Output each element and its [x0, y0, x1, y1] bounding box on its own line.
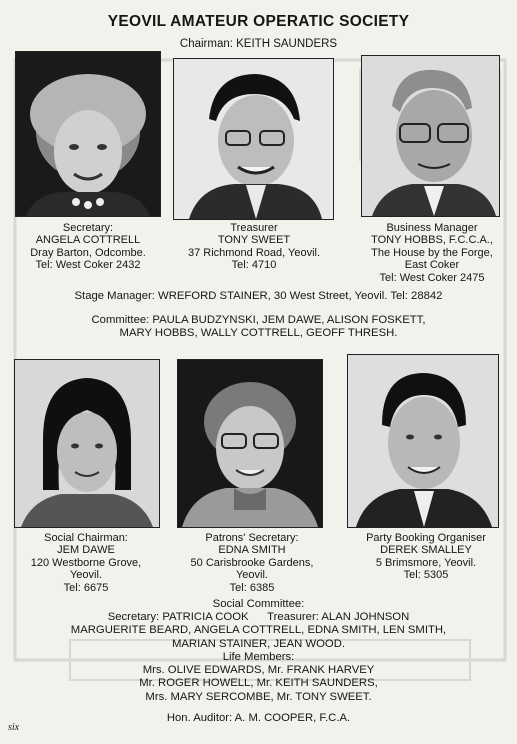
- page-title: YEOVIL AMATEUR OPERATIC SOCIETY: [107, 13, 410, 30]
- portrait-photo-jem-dawe: [15, 360, 159, 527]
- portrait-photo-tony-sweet: [174, 59, 333, 219]
- caption-secretary: [8, 222, 168, 272]
- officer-name: DEREK SMALLEY: [380, 544, 472, 557]
- officer-address: 50 Carisbrooke Gardens,: [190, 556, 314, 569]
- officer-address: 37 Richmond Road, Yeovil.: [187, 246, 321, 259]
- officer-address: East Coker: [404, 259, 460, 272]
- officer-role: Treasurer: [230, 222, 278, 234]
- officer-address: Dray Barton, Odcombe.: [30, 246, 146, 259]
- caption-patrons-secretary: [170, 532, 334, 594]
- officer-role: Patrons' Secretary:: [205, 532, 299, 544]
- portrait-photo-edna-smith: [178, 360, 322, 527]
- social-committee-heading: Social Committee:: [212, 598, 305, 610]
- social-committee-officers: Secretary: PATRICIA COOK Treasurer: ALAN JOHNSON: [107, 611, 410, 624]
- page-number: six: [8, 722, 20, 733]
- social-committee-members: MARGUERITE BEARD, ANGELA COTTRELL, EDNA SMITH, LEN SMITH,: [70, 624, 447, 637]
- committee-block: [0, 314, 517, 340]
- social-committee-members: MARIAN STAINER, JEAN WOOD.: [171, 637, 346, 650]
- officer-address: The House by the Forge,: [371, 246, 493, 259]
- portrait-photo-angela-cottrell: [16, 52, 160, 216]
- caption-party-booking-organiser: [344, 532, 508, 582]
- officer-name: TONY SWEET: [217, 234, 291, 247]
- officer-name: TONY HOBBS, F.C.C.A.,: [371, 234, 493, 247]
- officer-role: Party Booking Organiser: [366, 532, 486, 544]
- life-members-names: Mrs. OLIVE EDWARDS, Mr. FRANK HARVEY: [142, 664, 375, 677]
- hon-auditor-line: Hon. Auditor: A. M. COOPER, F.C.A.: [166, 712, 351, 724]
- life-members-names: Mr. ROGER HOWELL, Mr. KEITH SAUNDERS,: [139, 677, 378, 690]
- officer-name: EDNA SMITH: [218, 544, 286, 557]
- committee-line: MARY HOBBS, WALLY COTTRELL, GEOFF THRESH.: [119, 327, 398, 340]
- officer-address: 120 Westborne Grove,: [30, 556, 142, 569]
- officer-phone: Tel: West Coker 2432: [35, 259, 141, 272]
- stage-manager-line: Stage Manager: WREFORD STAINER, 30 West Street, Yeovil. Tel: 28842: [74, 290, 443, 302]
- officer-role: Social Chairman:: [44, 532, 128, 544]
- portrait-photo-derek-smalley: [348, 355, 498, 527]
- caption-business-manager: [350, 222, 514, 284]
- officer-role: Secretary:: [62, 222, 114, 234]
- caption-social-chairman: [6, 532, 166, 594]
- officer-name: ANGELA COTTRELL: [35, 234, 141, 247]
- officer-address: Yeovil.: [69, 569, 102, 582]
- officer-phone: Tel: 6385: [229, 581, 275, 594]
- portrait-photo-tony-hobbs: [362, 56, 499, 216]
- caption-treasurer: [172, 222, 336, 272]
- committee-line: Committee: PAULA BUDZYNSKI, JEM DAWE, ALISON FOSKETT,: [91, 314, 426, 326]
- officer-address: Yeovil.: [235, 569, 268, 582]
- life-members-names: Mrs. MARY SERCOMBE, Mr. TONY SWEET.: [145, 690, 372, 703]
- officer-name: JEM DAWE: [57, 544, 115, 557]
- social-committee-block: [0, 598, 517, 651]
- officer-phone: Tel: 5305: [403, 569, 449, 582]
- life-members-block: [0, 651, 517, 704]
- officer-address: 5 Brimsmore, Yeovil.: [375, 556, 477, 569]
- chairman-line: Chairman: KEITH SAUNDERS: [179, 38, 338, 50]
- life-members-heading: Life Members:: [222, 651, 295, 663]
- officer-phone: Tel: 4710: [231, 259, 277, 272]
- officer-phone: Tel: 6675: [63, 581, 109, 594]
- officer-role: Business Manager: [386, 222, 478, 234]
- officer-phone: Tel: West Coker 2475: [379, 271, 485, 284]
